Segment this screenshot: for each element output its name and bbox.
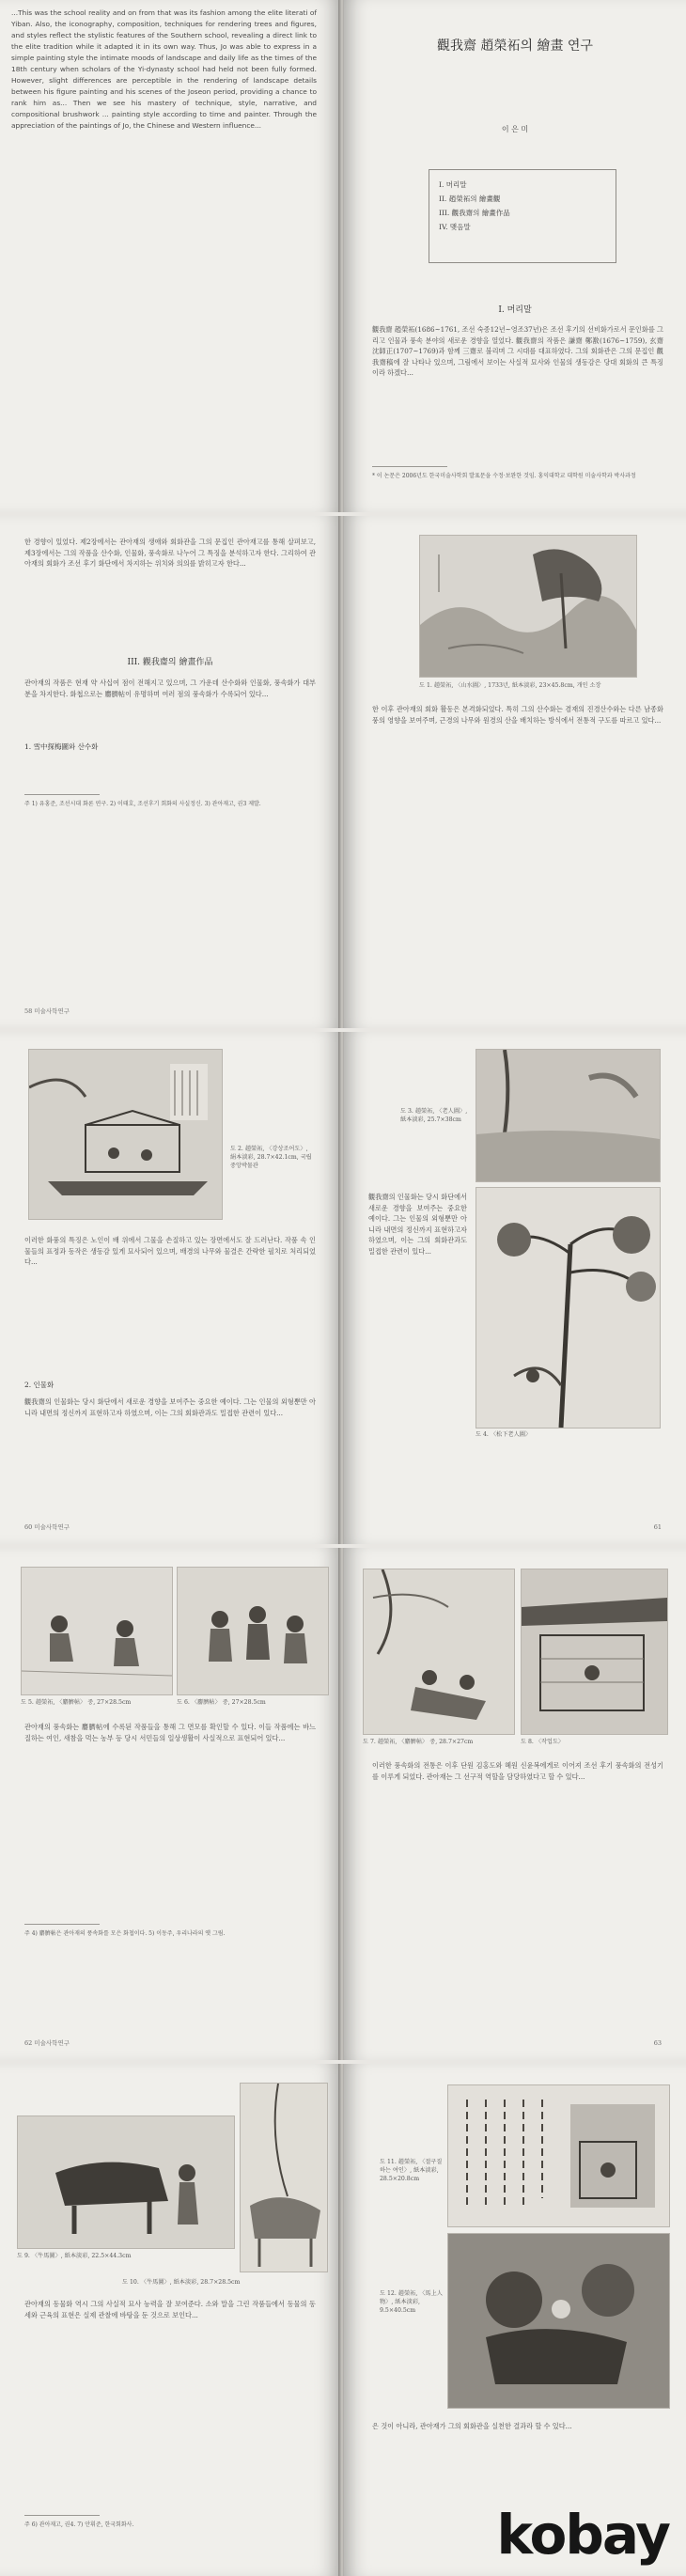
table-of-contents: [429, 169, 616, 263]
footnote-rule: [24, 1924, 100, 1925]
english-abstract: ...This was the school reality and on from that was its fashion among the elite literati of Yiban. Also, the iconography, composition, techniques for rendering trees and figures, and styles reflect the stylistic features of the Southern school, revealing a direct link to the elite tradition while it adapted it in its own way. Thus, Jo was able to express in a simple painting style the intimate moods of landscape and daily life as the times of the 18th century when scholars of the Yi-dynasty school had held not been fully formed. However, slight differences are perceptible in the rendering of landscape details between his figure painting and his scenes of the Joseon period, providing a chance to rank him as... Then we see his mastery of technique, style, narrative, and compositional brushwork ... painting style according to time and painter. Through the appreciation of the paintings of Jo, the Chinese and Western influence...: [11, 8, 317, 130]
figure-caption: 도 3. 趙榮祏, 〈老人圖〉, 紙本淡彩, 25.7×38cm: [400, 1108, 468, 1123]
body-text: 관아재의 풍속화는 麝臍帖에 수록된 작품들을 통해 그 면모를 확인할 수 있다. 이들 작품에는 바느질하는 여인, 새참을 먹는 농부 등 당시 서민들의 일상생활이 사실적으로 표현되어 있다...: [24, 1723, 316, 1742]
section-heading: I. 머리말: [498, 305, 532, 315]
article-title: 觀我齋 趙榮祏의 繪畫 연구: [437, 39, 593, 54]
landscape-painting-image: [419, 535, 637, 678]
body-text: 관아재의 동물화 역시 그의 사실적 묘사 능력을 잘 보여준다. 소와 말을 그린 작품들에서 동물의 동세와 근육의 표현은 실제 관찰에 바탕을 둔 것으로 보인다...: [24, 2300, 316, 2319]
body-text: 한 경향이 있었다. 제2장에서는 관아재의 생애와 회화관을 그의 문집인 관아재고를 통해 살펴보고, 제3장에서는 그의 작품을 산수화, 인물화, 풍속화로 나누어 그 특징을 분석하고자 한다. 그리하여 관아재의 회화가 조선 후기 화단에서 차지하는 위치와 의의를 밝히고자 한다...: [24, 538, 316, 568]
page-number: 61: [653, 1523, 662, 1531]
workshop-painting-image: [363, 1569, 515, 1735]
page-right-1: [344, 0, 686, 512]
figure-caption: 도 2. 趙榮祏, 〈강상조어도〉, 絹本淡彩, 28.7×42.1cm, 국립중앙박물관: [230, 1146, 312, 1169]
body-text: 관아재의 작품은 현재 약 사십여 점이 전해지고 있으며, 그 가운데 산수화와 인물화, 풍속화가 대부분을 차지한다. 화첩으로는 麝臍帖이 유명하며 여러 점의 풍속화가 수록되어 있다...: [24, 679, 316, 698]
body-text: 觀我齋의 인물화는 당시 화단에서 새로운 경향을 보여주는 중요한 예이다. 그는 인물의 외형뿐만 아니라 내면의 정신까지 표현하고자 하였으며, 이는 그의 회화관과도 밀접한 관련이 있다...: [24, 1397, 316, 1417]
figure-caption: 도 4. 〈松下老人圖〉: [476, 1431, 532, 1438]
footnote: 주 4) 麝臍帖은 관아재의 풍속화를 모은 화첩이다. 5) 이동주, 우리나라의 옛 그림.: [24, 1930, 226, 1937]
figure-caption: 도 9. 〈牛馬圖〉, 紙本淡彩, 22.5×44.3cm: [17, 2253, 132, 2259]
toc-item: I. 머리말: [439, 180, 467, 189]
page-number: 60 미술사학연구: [24, 1523, 70, 1531]
page-number: 58 미술사학연구: [24, 1007, 70, 1015]
spread-4: [0, 1548, 686, 2060]
footnote: * 이 논문은 2006년도 한국미술사학회 발표문을 수정·보완한 것임. 홍익대학교 대학원 미술사학과 박사과정: [372, 473, 636, 479]
tree-figure-painting-image: [476, 1187, 661, 1429]
calligraphy-painting-image: [447, 2084, 670, 2227]
body-text: 觀我齋 趙榮祏(1686~1761, 조선 숙종12년~영조37년)은 조선 후기의 선비화가로서 문인화를 그리고 인물과 풍속 분야의 새로운 경향을 열었다. 觀我齋의 작품은 謙齋 鄭敾(1676~1759), 玄齋 沈師正(1707~1769)과 함께 三齋로 불리며 그 시대를 대표하였다. 그의 회화관은 그의 문집인 觀我齋稿에 잘 나타나 있으며, 그림에서 보이는 사실적 묘사와 인물의 생동감은 당대 회화의 큰 특징이라 하겠다...: [372, 325, 663, 377]
page-left-3: [0, 1032, 340, 1544]
page-right-5: [344, 2064, 686, 2576]
spread-5: [0, 2064, 686, 2576]
page-left-5: [0, 2064, 340, 2576]
toc-item: IV. 맺음말: [439, 223, 471, 231]
sub-heading: 2. 인물화: [24, 1381, 55, 1389]
figure-caption: 도 10. 〈牛馬圖〉, 紙本淡彩, 28.7×28.5cm: [122, 2279, 241, 2286]
genre-painting-image: [177, 1567, 329, 1695]
body-text: 은 것이 아니라, 관아재가 그의 회화관을 실천한 결과라 할 수 있다...: [372, 2422, 572, 2430]
figure-caption: 도 6. 〈麝臍帖〉 중, 27×28.5cm: [177, 1699, 266, 1706]
toc-item: III. 觀我齋의 繪畫作品: [439, 209, 510, 217]
footnote-rule: [24, 2515, 100, 2516]
page-right-4: [344, 1548, 686, 2060]
page-number: 62 미술사학연구: [24, 2039, 70, 2047]
footnote-rule: [372, 466, 447, 467]
spread-2: [0, 516, 686, 1028]
body-text: 이러한 화풍의 특징은 노인이 배 위에서 그물을 손질하고 있는 장면에서도 잘 드러난다. 작품 속 인물들의 표정과 동작은 생동감 있게 묘사되어 있으며, 배경의 나무와 물결은 간략한 필치로 처리되었다...: [24, 1236, 316, 1266]
ox-painting-image: [17, 2115, 235, 2249]
sub-heading: 1. 雪中探梅圖와 산수화: [24, 742, 99, 751]
body-text: 한 이후 관아재의 회화 활동은 본격화되었다. 특히 그의 산수화는 겸재의 진경산수와는 다른 남종화풍의 영향을 보여주며, 근경의 나무와 원경의 산을 배치하는 방식에서 전통적 구도를 따르고 있다...: [372, 705, 663, 725]
body-text: 觀我齋의 인물화는 당시 화단에서 새로운 경향을 보여주는 중요한 예이다. 그는 인물의 외형뿐만 아니라 내면의 정신까지 표현하고자 하였으며, 이는 그의 회화관과도 밀접한 관련이 있다...: [368, 1193, 467, 1256]
figure-caption: 도 1. 趙榮祏, 〈山水圖〉, 1733년, 紙本淡彩, 23×45.8cm, 개인 소장: [419, 682, 601, 689]
figure-caption: 도 11. 趙榮祏, 〈절구질하는 여인〉, 紙本淡彩, 28.5×20.8cm: [380, 2159, 443, 2182]
page-left-4: [0, 1548, 340, 2060]
footnote: 주 6) 관아재고, 권4. 7) 안휘준, 한국회화사.: [24, 2521, 134, 2528]
page-right-2: [344, 516, 686, 1028]
toc-item: II. 趙榮祏의 繪畫觀: [439, 195, 501, 203]
figure-caption: 도 12. 趙榮祏, 〈馬上人物〉, 紙本淡彩, 9.5×40.5cm: [380, 2290, 443, 2314]
footnote-rule: [24, 794, 100, 795]
page-left-1: [0, 0, 340, 512]
kobay-logo: kobay: [496, 2503, 669, 2567]
page-right-3: [344, 1032, 686, 1544]
figure-caption: 도 8. 〈작업도〉: [521, 1739, 565, 1745]
footnote: 주 1) 유홍준, 조선시대 화론 연구. 2) 이태호, 조선후기 회화의 사실정신. 3) 관아재고, 권3 제발.: [24, 801, 261, 807]
figure-caption: 도 5. 趙榮祏, 〈麝臍帖〉 중, 27×28.5cm: [21, 1699, 132, 1706]
page-number: 63: [653, 2039, 662, 2047]
horse-painting-image: [240, 2083, 328, 2272]
body-text: 이러한 풍속화의 전통은 이후 단원 김홍도와 혜원 신윤복에게로 이어져 조선 후기 풍속화의 전성기를 이루게 되었다. 관아재는 그 선구적 역할을 담당하였다고 할 수 있다...: [372, 1761, 663, 1781]
spread-1: [0, 0, 686, 512]
river-painting-image: [476, 1049, 661, 1182]
mounted-figure-painting-image: [447, 2233, 670, 2409]
house-painting-image: [521, 1569, 668, 1735]
figure-caption: 도 7. 趙榮祏, 〈麝臍帖〉 중, 28.7×27cm: [363, 1739, 474, 1745]
genre-painting-image: [21, 1567, 173, 1695]
spread-3: [0, 1032, 686, 1544]
page-left-2: [0, 516, 340, 1028]
author-name: 이 은 미: [501, 125, 529, 133]
section-heading: III. 觀我齋의 繪畫作品: [127, 658, 213, 667]
boat-painting-image: [28, 1049, 223, 1220]
